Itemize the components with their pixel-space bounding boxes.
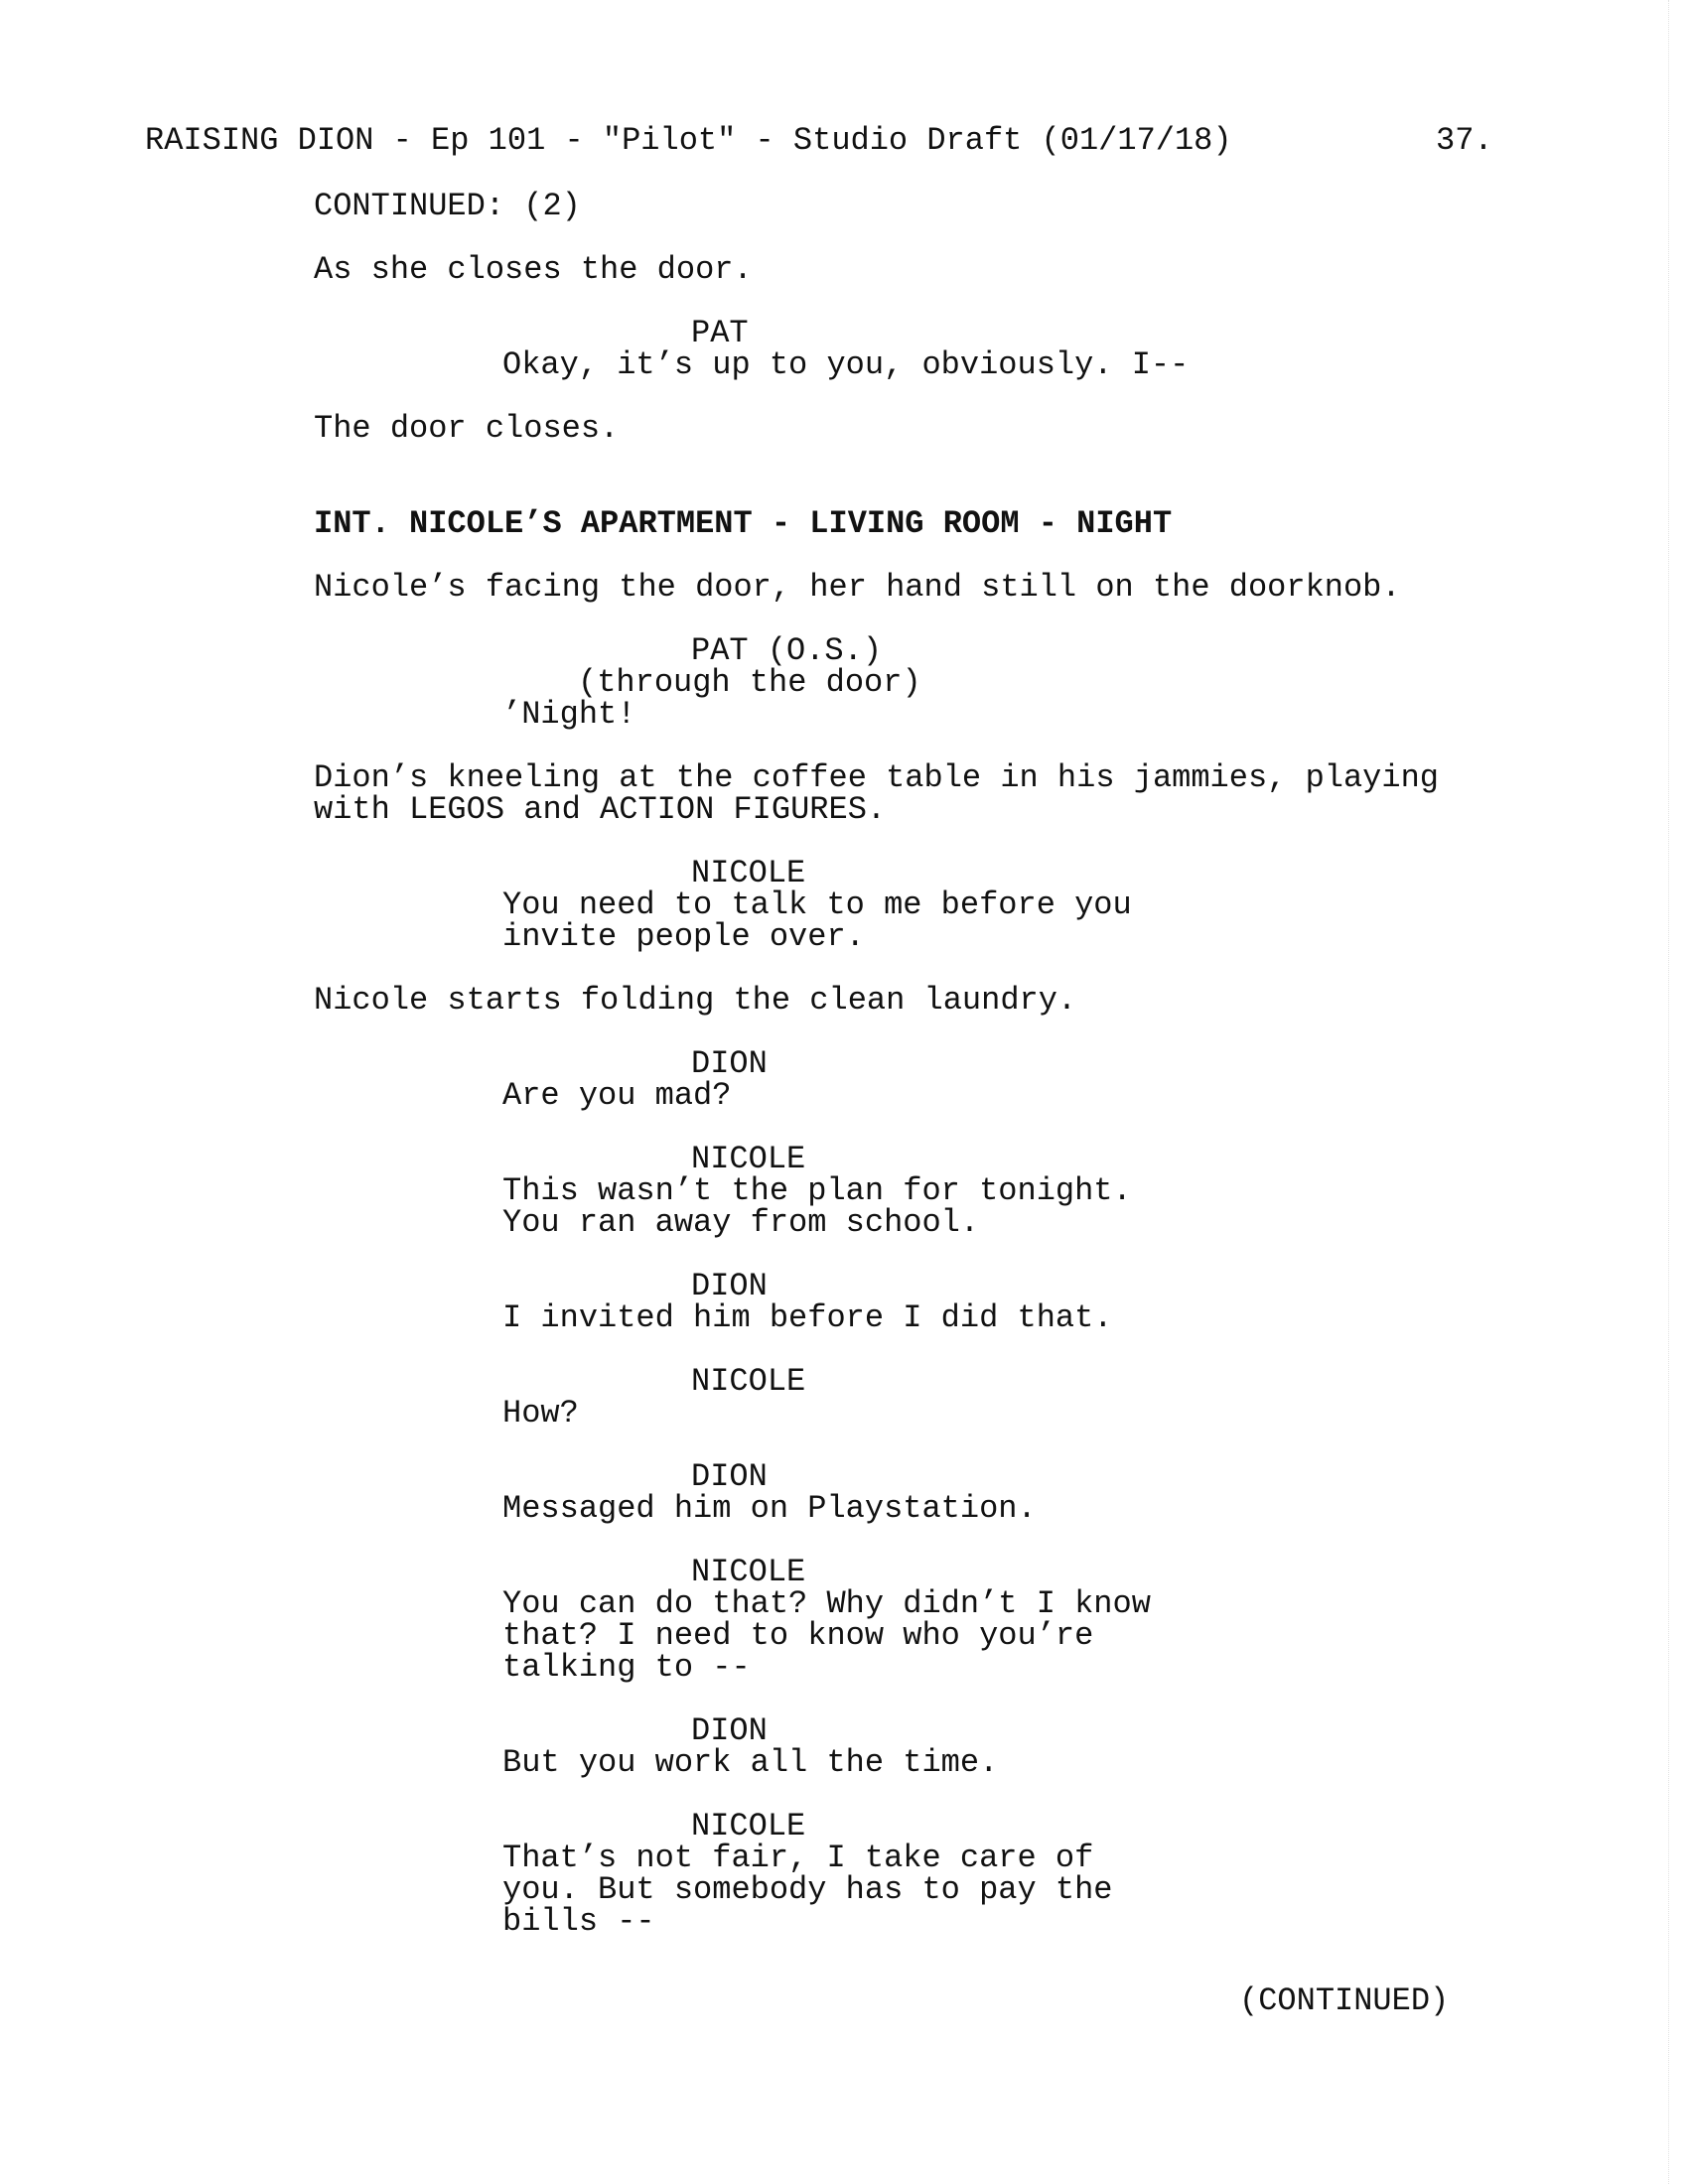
character-name: PAT [691, 315, 749, 351]
page-number: 37. [1436, 122, 1493, 159]
character-name: NICOLE [691, 855, 806, 891]
character-name: NICOLE [691, 1141, 806, 1177]
character-name: PAT (O.S.) [691, 632, 883, 669]
dialogue-line: talking to -- [502, 1649, 751, 1686]
action-line: Nicole’s facing the door, her hand still on the doorknob. [314, 569, 1401, 606]
character-name: NICOLE [691, 1554, 806, 1590]
character-name: DION [691, 1268, 768, 1304]
dialogue-line: Okay, it’s up to you, obviously. I-- [502, 346, 1190, 383]
dialogue-line: You can do that? Why didn’t I know [502, 1585, 1151, 1622]
action-line: As she closes the door. [314, 251, 753, 288]
character-name: DION [691, 1458, 768, 1495]
dialogue-line: invite people over. [502, 918, 865, 955]
character-name: DION [691, 1045, 768, 1082]
character-name: NICOLE [691, 1808, 806, 1844]
dialogue-line: But you work all the time. [502, 1744, 999, 1781]
character-name: DION [691, 1712, 768, 1749]
action-line: The door closes. [314, 410, 620, 447]
continued-marker: CONTINUED: (2) [314, 188, 581, 224]
dialogue-line: You need to talk to me before you [502, 887, 1132, 923]
dialogue-line: Messaged him on Playstation. [502, 1490, 1037, 1527]
dialogue-line: This wasn’t the plan for tonight. [502, 1172, 1132, 1209]
dialogue-line: Are you mad? [502, 1077, 732, 1114]
dialogue-line: You ran away from school. [502, 1204, 980, 1241]
continued-footer: (CONTINUED) [1239, 1982, 1450, 2019]
dialogue-line: that? I need to know who you’re [502, 1617, 1094, 1654]
character-name: NICOLE [691, 1363, 806, 1400]
dialogue-line: ’Night! [502, 696, 636, 733]
header-title: RAISING DION - Ep 101 - "Pilot" - Studio Draft (01/17/18) [145, 122, 1232, 159]
dialogue-line: I invited him before I did that. [502, 1299, 1113, 1336]
parenthetical: (through the door) [578, 664, 921, 701]
action-line: with LEGOS and ACTION FIGURES. [314, 791, 887, 828]
dialogue-line: That’s not fair, I take care of [502, 1840, 1094, 1876]
scene-heading: INT. NICOLE’S APARTMENT - LIVING ROOM - NIGHT [314, 505, 1173, 542]
dialogue-line: you. But somebody has to pay the [502, 1871, 1113, 1908]
action-line: Dion’s kneeling at the coffee table in his jammies, playing [314, 759, 1439, 796]
action-line: Nicole starts folding the clean laundry. [314, 982, 1077, 1019]
dialogue-line: bills -- [502, 1903, 655, 1940]
dialogue-line: How? [502, 1395, 579, 1432]
scan-edge-artifact [1668, 0, 1670, 2184]
